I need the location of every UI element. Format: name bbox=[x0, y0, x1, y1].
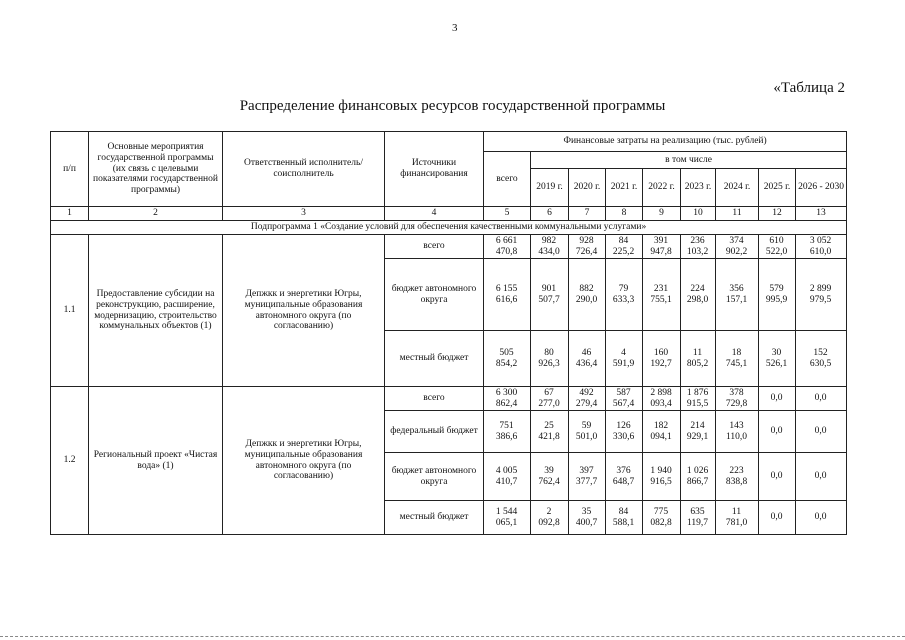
value-year: 214 929,1 bbox=[681, 411, 716, 453]
value-year: 11 805,2 bbox=[681, 331, 716, 387]
value-year: 397 377,7 bbox=[569, 453, 606, 501]
value-year: 610 522,0 bbox=[759, 235, 796, 259]
value-year: 59 501,0 bbox=[569, 411, 606, 453]
source-cell: местный бюджет bbox=[385, 501, 484, 535]
value-year: 231 755,1 bbox=[643, 259, 681, 331]
header-year: 2022 г. bbox=[643, 169, 681, 207]
value-year: 18 745,1 bbox=[716, 331, 759, 387]
value-year: 80 926,3 bbox=[531, 331, 569, 387]
executor-cell: Депжкк и энергетики Югры, муниципальные образования автономного округа (по согласованию) bbox=[223, 235, 385, 387]
header-year: 2019 г. bbox=[531, 169, 569, 207]
header-year: 2023 г. bbox=[681, 169, 716, 207]
table-label: «Таблица 2 bbox=[773, 80, 845, 96]
value-year: 224 298,0 bbox=[681, 259, 716, 331]
value-year: 79 633,3 bbox=[606, 259, 643, 331]
value-year: 882 290,0 bbox=[569, 259, 606, 331]
activity-cell: Региональный проект «Чистая вода» (1) bbox=[89, 387, 223, 535]
value-year: 0,0 bbox=[759, 453, 796, 501]
value-year: 30 526,1 bbox=[759, 331, 796, 387]
value-total: 1 544 065,1 bbox=[484, 501, 531, 535]
page-number: 3 bbox=[452, 22, 458, 34]
value-year: 376 648,7 bbox=[606, 453, 643, 501]
value-year: 928 726,4 bbox=[569, 235, 606, 259]
value-year: 67 277,0 bbox=[531, 387, 569, 411]
value-year: 236 103,2 bbox=[681, 235, 716, 259]
value-year: 374 902,2 bbox=[716, 235, 759, 259]
header-year: 2024 г. bbox=[716, 169, 759, 207]
value-total: 6 661 470,8 bbox=[484, 235, 531, 259]
value-year: 11 781,0 bbox=[716, 501, 759, 535]
header-executor: Ответственный исполнитель/соисполнитель bbox=[223, 132, 385, 207]
column-number: 5 bbox=[484, 207, 531, 221]
value-year: 2 898 093,4 bbox=[643, 387, 681, 411]
column-number: 6 bbox=[531, 207, 569, 221]
value-year: 0,0 bbox=[796, 453, 847, 501]
table-row bbox=[51, 235, 847, 259]
value-year: 356 157,1 bbox=[716, 259, 759, 331]
value-year: 982 434,0 bbox=[531, 235, 569, 259]
document-title: Распределение финансовых ресурсов государственной программы bbox=[239, 98, 666, 114]
value-year: 1 876 915,5 bbox=[681, 387, 716, 411]
value-year: 0,0 bbox=[796, 387, 847, 411]
header-activity: Основные мероприятия государственной программы (их связь с целевыми показателями государственной программы) bbox=[89, 132, 223, 207]
value-year: 152 630,5 bbox=[796, 331, 847, 387]
value-year: 2 092,8 bbox=[531, 501, 569, 535]
header-total: всего bbox=[484, 152, 531, 207]
subprogram-title: Подпрограмма 1 «Создание условий для обеспечения качественными коммунальными услугами» bbox=[51, 221, 847, 235]
value-year: 1 940 916,5 bbox=[643, 453, 681, 501]
column-number: 10 bbox=[681, 207, 716, 221]
source-cell: всего bbox=[385, 387, 484, 411]
header-year: 2020 г. bbox=[569, 169, 606, 207]
source-cell: федеральный бюджет bbox=[385, 411, 484, 453]
value-year: 4 591,9 bbox=[606, 331, 643, 387]
value-year: 182 094,1 bbox=[643, 411, 681, 453]
header-year: 2026 - 2030 bbox=[796, 169, 847, 207]
value-year: 35 400,7 bbox=[569, 501, 606, 535]
value-year: 160 192,7 bbox=[643, 331, 681, 387]
page-edge bbox=[0, 636, 905, 638]
value-year: 126 330,6 bbox=[606, 411, 643, 453]
value-year: 3 052 610,0 bbox=[796, 235, 847, 259]
column-number: 3 bbox=[223, 207, 385, 221]
value-year: 84 225,2 bbox=[606, 235, 643, 259]
value-total: 6 155 616,6 bbox=[484, 259, 531, 331]
column-number: 13 bbox=[796, 207, 847, 221]
column-number: 2 bbox=[89, 207, 223, 221]
source-cell: бюджет автономного округа bbox=[385, 259, 484, 331]
header-source: Источники финансирования bbox=[385, 132, 484, 207]
table-row bbox=[51, 387, 847, 411]
header-year: 2021 г. bbox=[606, 169, 643, 207]
value-year: 635 119,7 bbox=[681, 501, 716, 535]
value-total: 751 386,6 bbox=[484, 411, 531, 453]
header-incl: в том числе bbox=[531, 152, 847, 169]
value-year: 39 762,4 bbox=[531, 453, 569, 501]
value-year: 143 110,0 bbox=[716, 411, 759, 453]
row-number: 1.2 bbox=[51, 387, 89, 535]
value-year: 492 279,4 bbox=[569, 387, 606, 411]
value-total: 4 005 410,7 bbox=[484, 453, 531, 501]
column-number: 12 bbox=[759, 207, 796, 221]
value-year: 0,0 bbox=[759, 387, 796, 411]
value-year: 775 082,8 bbox=[643, 501, 681, 535]
executor-cell: Депжкк и энергетики Югры, муниципальные образования автономного округа (по согласованию) bbox=[223, 387, 385, 535]
column-number: 11 bbox=[716, 207, 759, 221]
value-total: 505 854,2 bbox=[484, 331, 531, 387]
value-year: 46 436,4 bbox=[569, 331, 606, 387]
value-year: 223 838,8 bbox=[716, 453, 759, 501]
column-number: 7 bbox=[569, 207, 606, 221]
source-cell: всего bbox=[385, 235, 484, 259]
finance-table bbox=[50, 131, 847, 535]
row-number: 1.1 bbox=[51, 235, 89, 387]
value-year: 1 026 866,7 bbox=[681, 453, 716, 501]
value-year: 579 995,9 bbox=[759, 259, 796, 331]
value-year: 0,0 bbox=[796, 501, 847, 535]
activity-cell: Предоставление субсидии на реконструкцию, расширение, модернизацию, строительство коммунальных объектов (1) bbox=[89, 235, 223, 387]
value-year: 391 947,8 bbox=[643, 235, 681, 259]
header-year: 2025 г. bbox=[759, 169, 796, 207]
value-year: 0,0 bbox=[759, 411, 796, 453]
column-number: 8 bbox=[606, 207, 643, 221]
value-year: 2 899 979,5 bbox=[796, 259, 847, 331]
source-cell: бюджет автономного округа bbox=[385, 453, 484, 501]
value-year: 0,0 bbox=[759, 501, 796, 535]
column-number: 9 bbox=[643, 207, 681, 221]
value-year: 84 588,1 bbox=[606, 501, 643, 535]
header-num: п/п bbox=[51, 132, 89, 207]
value-year: 901 507,7 bbox=[531, 259, 569, 331]
value-year: 0,0 bbox=[796, 411, 847, 453]
value-year: 378 729,8 bbox=[716, 387, 759, 411]
value-year: 25 421,8 bbox=[531, 411, 569, 453]
header-finance: Финансовые затраты на реализацию (тыс. рублей) bbox=[484, 132, 847, 152]
value-year: 587 567,4 bbox=[606, 387, 643, 411]
value-total: 6 300 862,4 bbox=[484, 387, 531, 411]
column-number: 1 bbox=[51, 207, 89, 221]
source-cell: местный бюджет bbox=[385, 331, 484, 387]
column-number: 4 bbox=[385, 207, 484, 221]
